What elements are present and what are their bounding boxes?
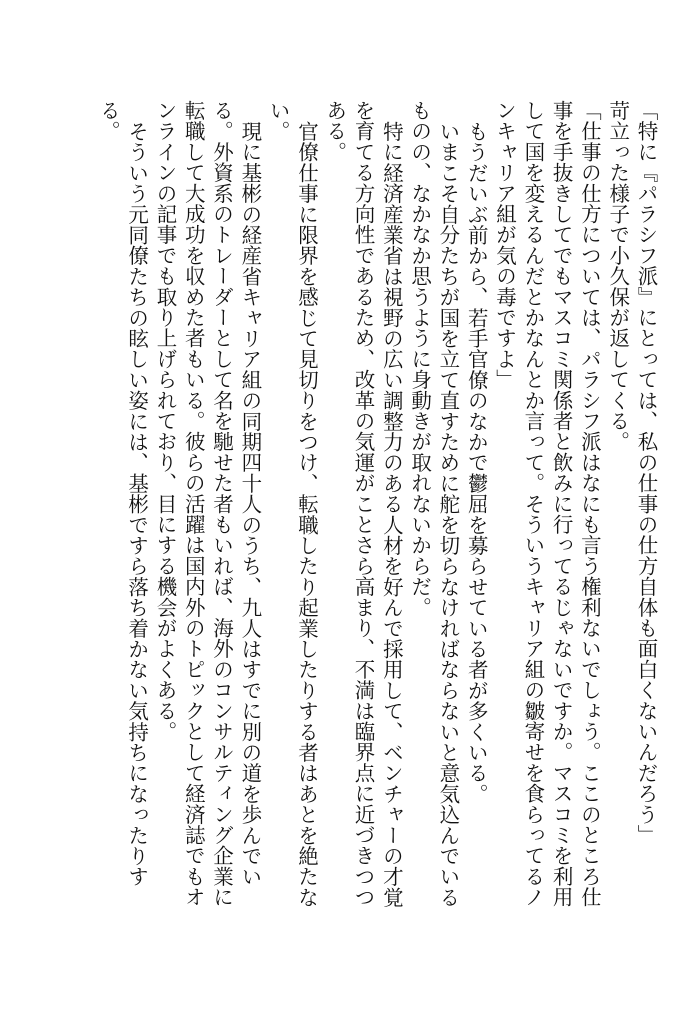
vertical-text-body	[94, 100, 660, 920]
paragraph-9: そういう元同僚たちの眩しい姿には、基彬ですら落ち着かない気持ちになったりする。	[96, 100, 149, 887]
paragraph-7: 官僚仕事に限界を感じて見切りをつけ、転職したり起業したりする者はあとを絶たない。	[266, 100, 319, 908]
paragraph-3: 「仕事の仕方については、パラシフ派はなにも言う権利ないでしょう。ここのところ仕事を手抜きしてでもマスコミ関係者と飲みに行ってるじゃないですか。マスコミを利用して国を変えるんだとかなんとか言って。そういうキャリア組の皺寄せを食らってるノンキャリア組が気の毒ですよ」	[492, 100, 602, 908]
paragraph-1: 「特に『パラシフ派』にとっては、私の仕事の仕方自体も面白くないんだろう」	[634, 100, 658, 846]
paragraph-2: 苛立った様子で小久保が返してくる。	[605, 100, 630, 452]
paragraph-5: いまこそ自分たちが国を立て直すために舵を切らなければならないと意気込んでいるものの、なかなか思うように身動きが取れないからだ。	[407, 100, 460, 908]
paragraph-8: 現に基彬の経産省キャリア組の同期四十人のうち、九人はすでに別の道を歩んでいる。外資系のトレーダーとして名を馳せた者もいれば、海外のコンサルティング企業に転職して大成功を収めた者もいる。彼らの活躍は国内外のトピックとして経済誌でもオンラインの記事でも取り上げられており、目にする機会がよくある。	[152, 100, 262, 908]
paragraph-6: 特に経済産業省は視野の広い調整力のある人材を好んで採用して、ベンチャーの才覚を育てる方向性であるため、改革の気運がことさら高まり、不満は臨界点に近づきつつある。	[322, 100, 404, 908]
paragraph-4: もうだいぶ前から、若手官僚のなかで鬱屈を募らせている者が多くいる。	[464, 120, 489, 804]
